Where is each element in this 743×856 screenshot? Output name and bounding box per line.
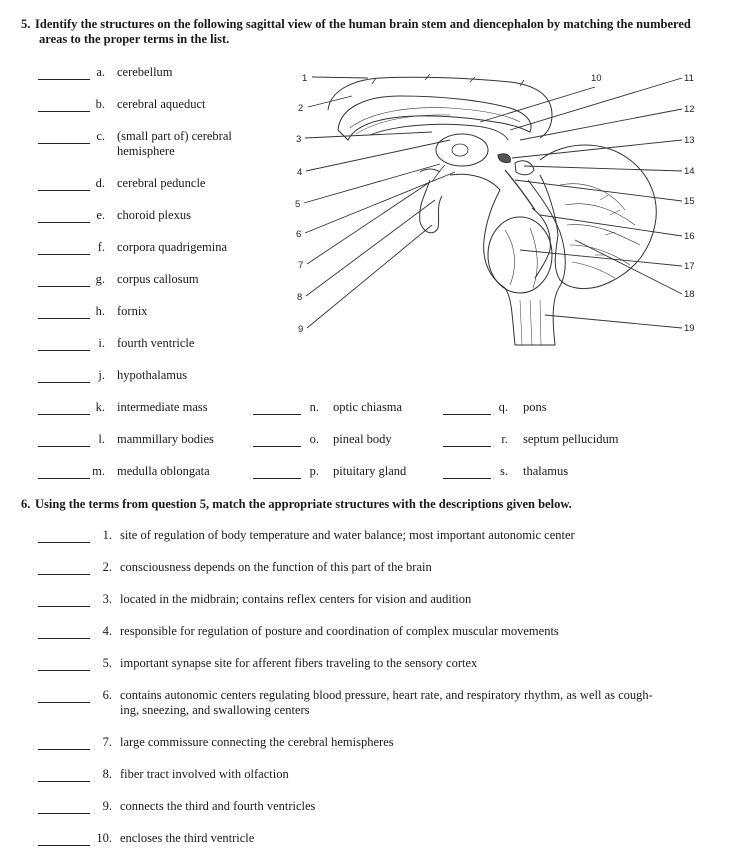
description-number: 4. bbox=[102, 624, 112, 638]
item-term: corpora quadrigemina bbox=[117, 240, 228, 254]
answer-blank[interactable] bbox=[443, 478, 491, 479]
item-term: fornix bbox=[117, 304, 148, 318]
callout-number: 7 bbox=[298, 260, 304, 271]
description-number: 5. bbox=[102, 656, 112, 670]
answer-blank[interactable] bbox=[38, 638, 90, 639]
description-number: 8. bbox=[102, 767, 112, 781]
answer-blank[interactable] bbox=[443, 446, 491, 447]
item-term: pituitary gland bbox=[333, 464, 407, 478]
callout-number: 8 bbox=[297, 292, 303, 303]
answer-blank[interactable] bbox=[253, 446, 301, 447]
item-letter: e. bbox=[96, 208, 105, 222]
pituitary-shape bbox=[420, 180, 442, 233]
answer-blank[interactable] bbox=[38, 813, 90, 814]
callout-number: 17 bbox=[684, 261, 695, 272]
item-term: pineal body bbox=[333, 432, 392, 446]
description-text: connects the third and fourth ventricles bbox=[120, 799, 316, 813]
answer-blank[interactable] bbox=[38, 781, 90, 782]
item-term: cerebral peduncle bbox=[117, 176, 206, 190]
question-6-heading bbox=[21, 497, 572, 512]
item-term: pons bbox=[523, 400, 547, 414]
question-5-text-line1: Identify the structures on the following sagittal view of the human brain stem and diencephalon by matching the numbered bbox=[35, 17, 691, 31]
item-letter: k. bbox=[95, 400, 105, 414]
item-letter: i. bbox=[98, 336, 105, 350]
answer-blank[interactable] bbox=[38, 702, 90, 703]
answer-blank[interactable] bbox=[38, 845, 90, 846]
callout-number: 19 bbox=[684, 323, 695, 334]
item-term: hypothalamus bbox=[117, 368, 188, 382]
question-5-number: 5. bbox=[21, 17, 31, 31]
answer-blank[interactable] bbox=[38, 542, 90, 543]
description-number: 10. bbox=[96, 831, 112, 845]
item-letter: r. bbox=[501, 432, 508, 446]
item-letter: d. bbox=[95, 176, 105, 190]
callout-number: 1 bbox=[302, 73, 308, 84]
item-letter: o. bbox=[309, 432, 319, 446]
callout-number: 6 bbox=[296, 229, 302, 240]
item-letter: n. bbox=[309, 400, 319, 414]
item-letter: c. bbox=[96, 129, 105, 143]
callout-number: 11 bbox=[684, 73, 694, 84]
item-term: cerebellum bbox=[117, 65, 173, 79]
callout-number: 10 bbox=[591, 73, 602, 84]
callout-number: 2 bbox=[298, 103, 304, 114]
description-text-continued: ing, sneezing, and swallowing centers bbox=[120, 703, 310, 717]
callout-number: 18 bbox=[684, 289, 695, 300]
thalamus-shape bbox=[436, 134, 488, 166]
description-number: 3. bbox=[102, 592, 112, 606]
item-letter: q. bbox=[498, 400, 508, 414]
item-letter: a. bbox=[96, 65, 105, 79]
description-number: 9. bbox=[102, 799, 112, 813]
question-6-text: Using the terms from question 5, match the appropriate structures with the descriptions given below. bbox=[35, 497, 572, 511]
callout-number: 16 bbox=[684, 231, 695, 242]
answer-blank[interactable] bbox=[38, 670, 90, 671]
item-letter: h. bbox=[95, 304, 105, 318]
description-text: consciousness depends on the function of this part of the brain bbox=[120, 560, 432, 574]
callout-number: 13 bbox=[684, 135, 695, 146]
item-term: septum pellucidum bbox=[523, 432, 619, 446]
cerebellum-outline bbox=[540, 145, 656, 289]
item-term: choroid plexus bbox=[117, 208, 191, 222]
answer-blank[interactable] bbox=[38, 574, 90, 575]
item-term: corpus callosum bbox=[117, 272, 199, 286]
description-text: important synapse site for afferent fibers traveling to the sensory cortex bbox=[120, 656, 478, 670]
description-text: responsible for regulation of posture and coordination of complex muscular movements bbox=[120, 624, 559, 638]
item-term: medulla oblongata bbox=[117, 464, 210, 478]
item-letter: p. bbox=[309, 464, 319, 478]
description-text: site of regulation of body temperature and water balance; most important autonomic center bbox=[120, 528, 575, 542]
description-number: 2. bbox=[102, 560, 112, 574]
callout-number: 12 bbox=[684, 104, 695, 115]
answer-blank[interactable] bbox=[38, 749, 90, 750]
description-number: 1. bbox=[102, 528, 112, 542]
answer-blank[interactable] bbox=[38, 478, 90, 479]
item-term: intermediate mass bbox=[117, 400, 208, 414]
item-term: (small part of) cerebral bbox=[117, 129, 232, 143]
pons-shape bbox=[488, 217, 552, 293]
callout-number: 14 bbox=[684, 166, 695, 177]
description-text: large commissure connecting the cerebral hemispheres bbox=[120, 735, 394, 749]
item-letter: b. bbox=[95, 97, 105, 111]
description-number: 6. bbox=[102, 688, 112, 702]
item-term: cerebral aqueduct bbox=[117, 97, 206, 111]
description-number: 7. bbox=[102, 735, 112, 749]
brain-sagittal-figure bbox=[0, 0, 743, 400]
answer-blank[interactable] bbox=[38, 606, 90, 607]
answer-blank[interactable] bbox=[443, 414, 491, 415]
callout-number: 4 bbox=[297, 167, 303, 178]
item-letter: m. bbox=[92, 464, 105, 478]
item-term-continued: hemisphere bbox=[117, 144, 175, 158]
item-letter: j. bbox=[98, 368, 105, 382]
item-letter: s. bbox=[500, 464, 508, 478]
callout-number: 3 bbox=[296, 134, 302, 145]
answer-blank[interactable] bbox=[38, 446, 90, 447]
description-text: located in the midbrain; contains reflex centers for vision and audition bbox=[120, 592, 472, 606]
brainstem-outline bbox=[450, 174, 565, 345]
callout-number: 9 bbox=[298, 324, 304, 335]
question-6-number: 6. bbox=[21, 497, 31, 511]
item-term: thalamus bbox=[523, 464, 569, 478]
item-letter: g. bbox=[95, 272, 105, 286]
description-text: encloses the third ventricle bbox=[120, 831, 255, 845]
callout-number: 15 bbox=[684, 196, 695, 207]
callout-number: 5 bbox=[295, 199, 301, 210]
item-term: mammillary bodies bbox=[117, 432, 214, 446]
answer-blank[interactable] bbox=[38, 414, 90, 415]
item-letter: l. bbox=[98, 432, 105, 446]
item-term: fourth ventricle bbox=[117, 336, 195, 350]
answer-blank[interactable] bbox=[253, 478, 301, 479]
description-text: fiber tract involved with olfaction bbox=[120, 767, 289, 781]
item-term: optic chiasma bbox=[333, 400, 403, 414]
answer-blank[interactable] bbox=[253, 414, 301, 415]
item-letter: f. bbox=[97, 240, 105, 254]
description-text: contains autonomic centers regulating blood pressure, heart rate, and respiratory rhythm, as well as cough- bbox=[120, 688, 653, 702]
question-5-text-line2: areas to the proper terms in the list. bbox=[39, 32, 230, 46]
